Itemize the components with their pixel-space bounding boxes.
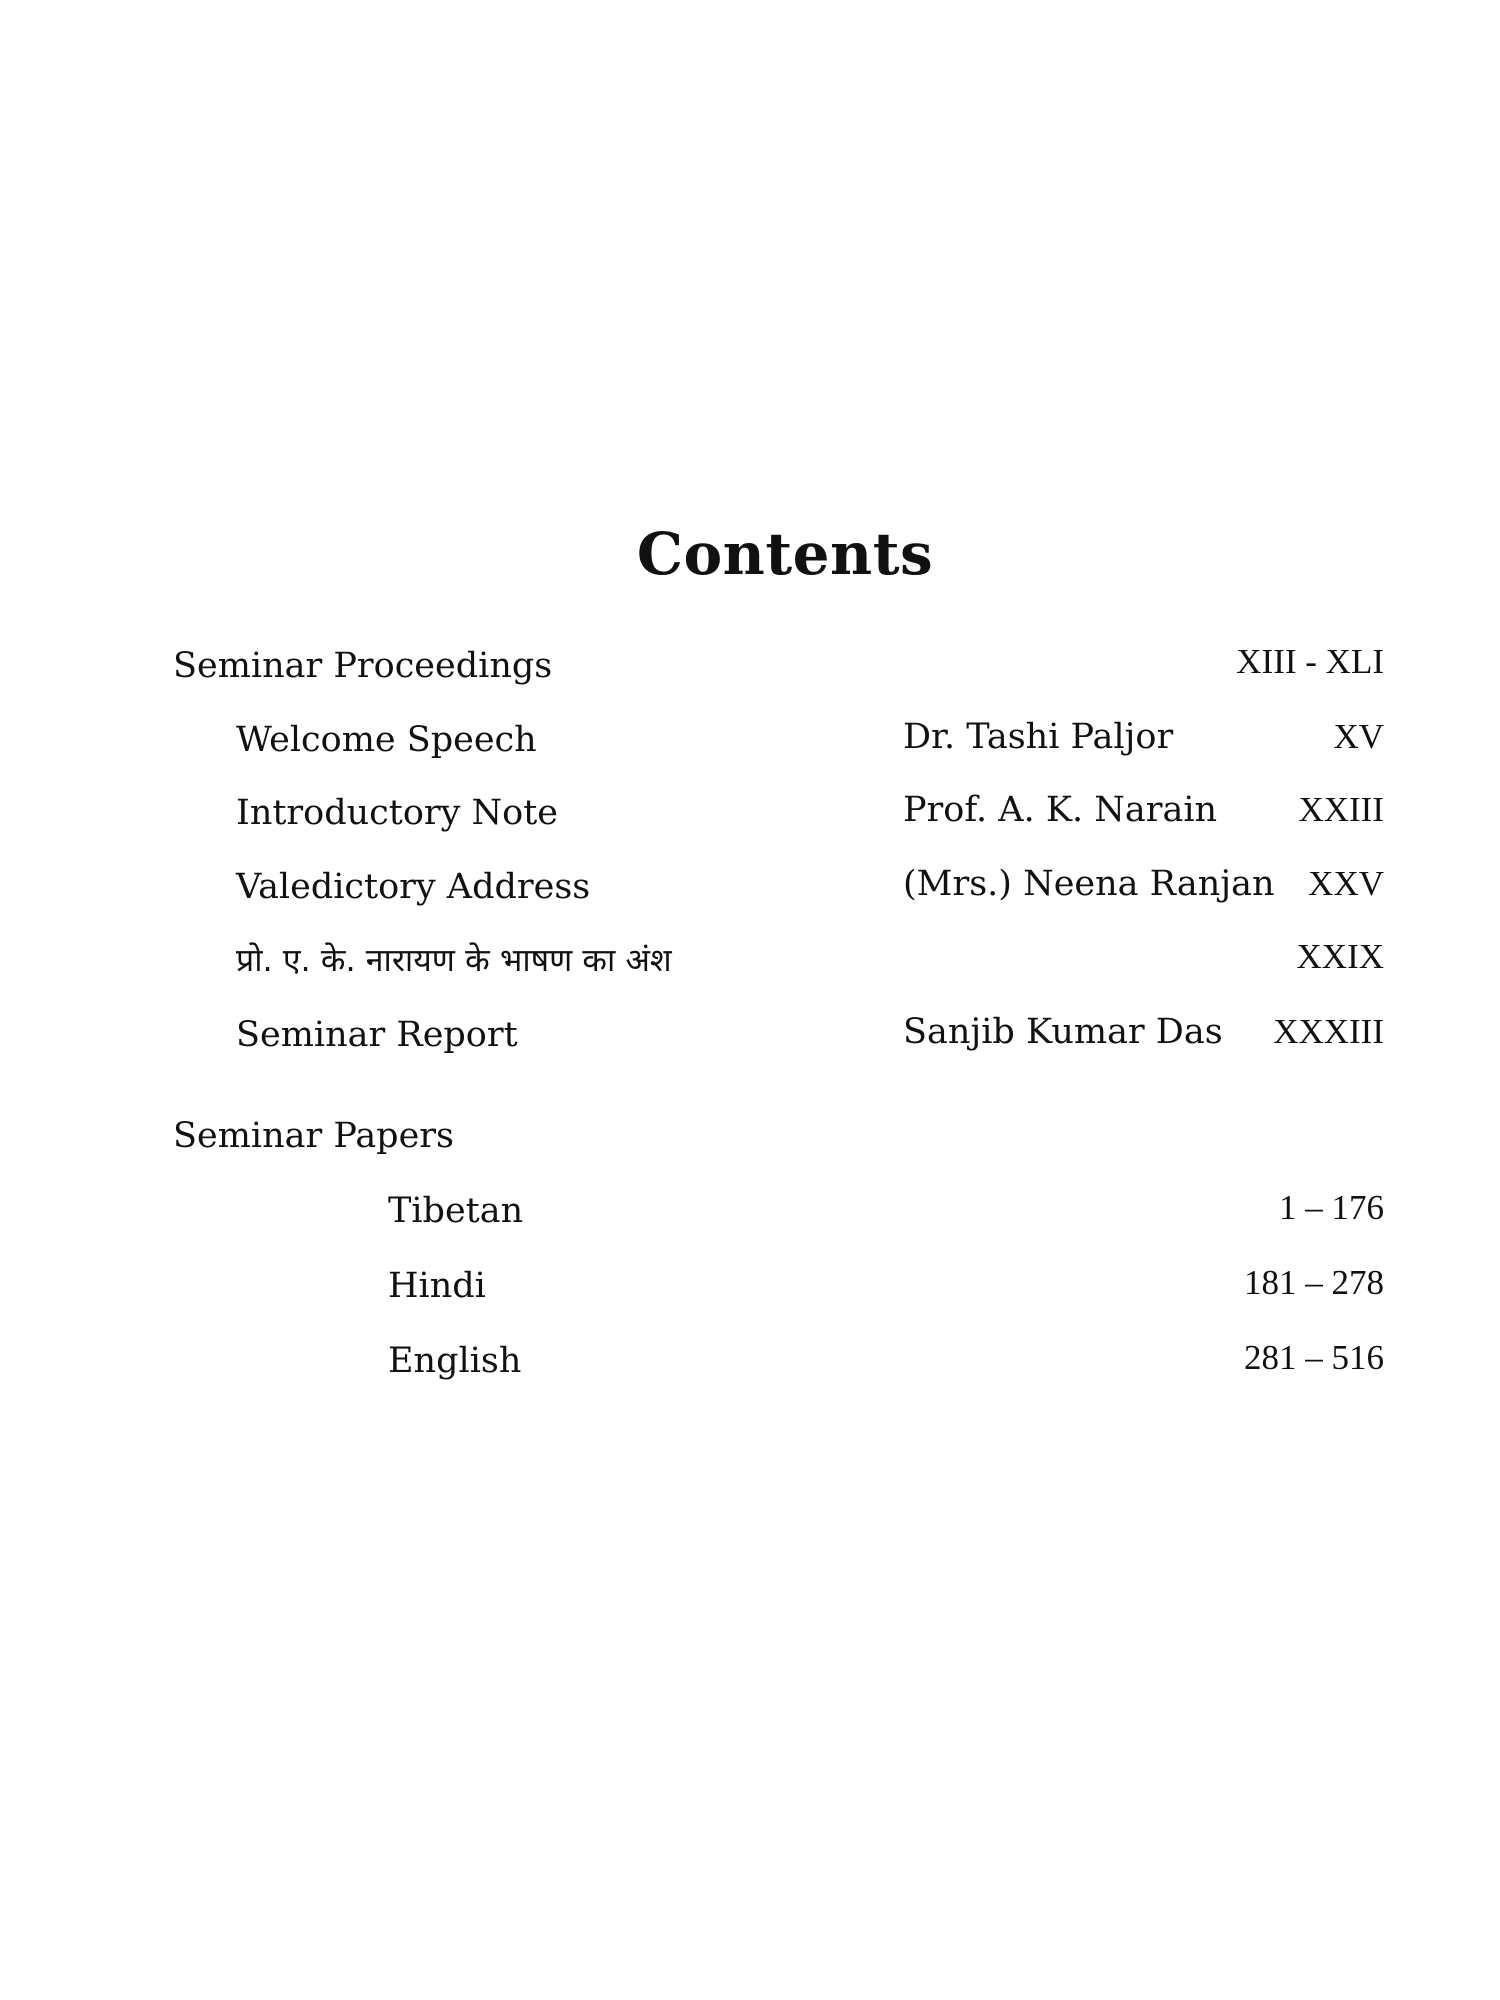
entry-pages: 181 – 278 bbox=[1244, 1263, 1384, 1302]
section-heading: Seminar Papers bbox=[173, 1116, 454, 1156]
entry-pages: XXXIII bbox=[1273, 1012, 1384, 1051]
toc-section-papers bbox=[0, 1106, 1500, 1166]
entry-title: Seminar Report bbox=[236, 1015, 518, 1055]
toc-section-proceedings bbox=[0, 636, 1500, 696]
toc-entry bbox=[0, 1256, 1500, 1316]
toc-entry bbox=[0, 857, 1500, 917]
entry-title: Introductory Note bbox=[236, 793, 559, 833]
entry-pages: XXV bbox=[1308, 864, 1384, 903]
entry-pages: 1 – 176 bbox=[1279, 1188, 1384, 1227]
section-pages: XIII - XLI bbox=[1236, 642, 1384, 681]
entry-author: Dr. Tashi Paljor bbox=[903, 717, 1174, 757]
entry-title: Welcome Speech bbox=[236, 720, 537, 760]
section-heading: Seminar Proceedings bbox=[173, 646, 553, 686]
entry-pages: 281 – 516 bbox=[1244, 1338, 1384, 1377]
entry-author: (Mrs.) Neena Ranjan bbox=[903, 864, 1275, 904]
entry-author: Prof. A. K. Narain bbox=[903, 790, 1218, 830]
entry-pages: XXIX bbox=[1296, 937, 1384, 976]
entry-title: Tibetan bbox=[388, 1191, 524, 1231]
entry-title: Hindi bbox=[388, 1266, 486, 1306]
toc-entry bbox=[0, 930, 1500, 990]
toc-entry bbox=[0, 1181, 1500, 1241]
page-title: Contents bbox=[636, 520, 934, 588]
entry-title: English bbox=[388, 1341, 522, 1381]
toc-entry bbox=[0, 1331, 1500, 1391]
entry-author: Sanjib Kumar Das bbox=[903, 1012, 1223, 1052]
entry-pages: XV bbox=[1333, 717, 1384, 756]
entry-pages: XXIII bbox=[1298, 790, 1384, 829]
toc-entry bbox=[0, 783, 1500, 843]
toc-entry bbox=[0, 1005, 1500, 1065]
entry-title: Valedictory Address bbox=[236, 867, 591, 907]
toc-entry bbox=[0, 710, 1500, 770]
entry-title: प्रो. ए. के. नारायण के भाषण का अंश bbox=[236, 941, 672, 979]
